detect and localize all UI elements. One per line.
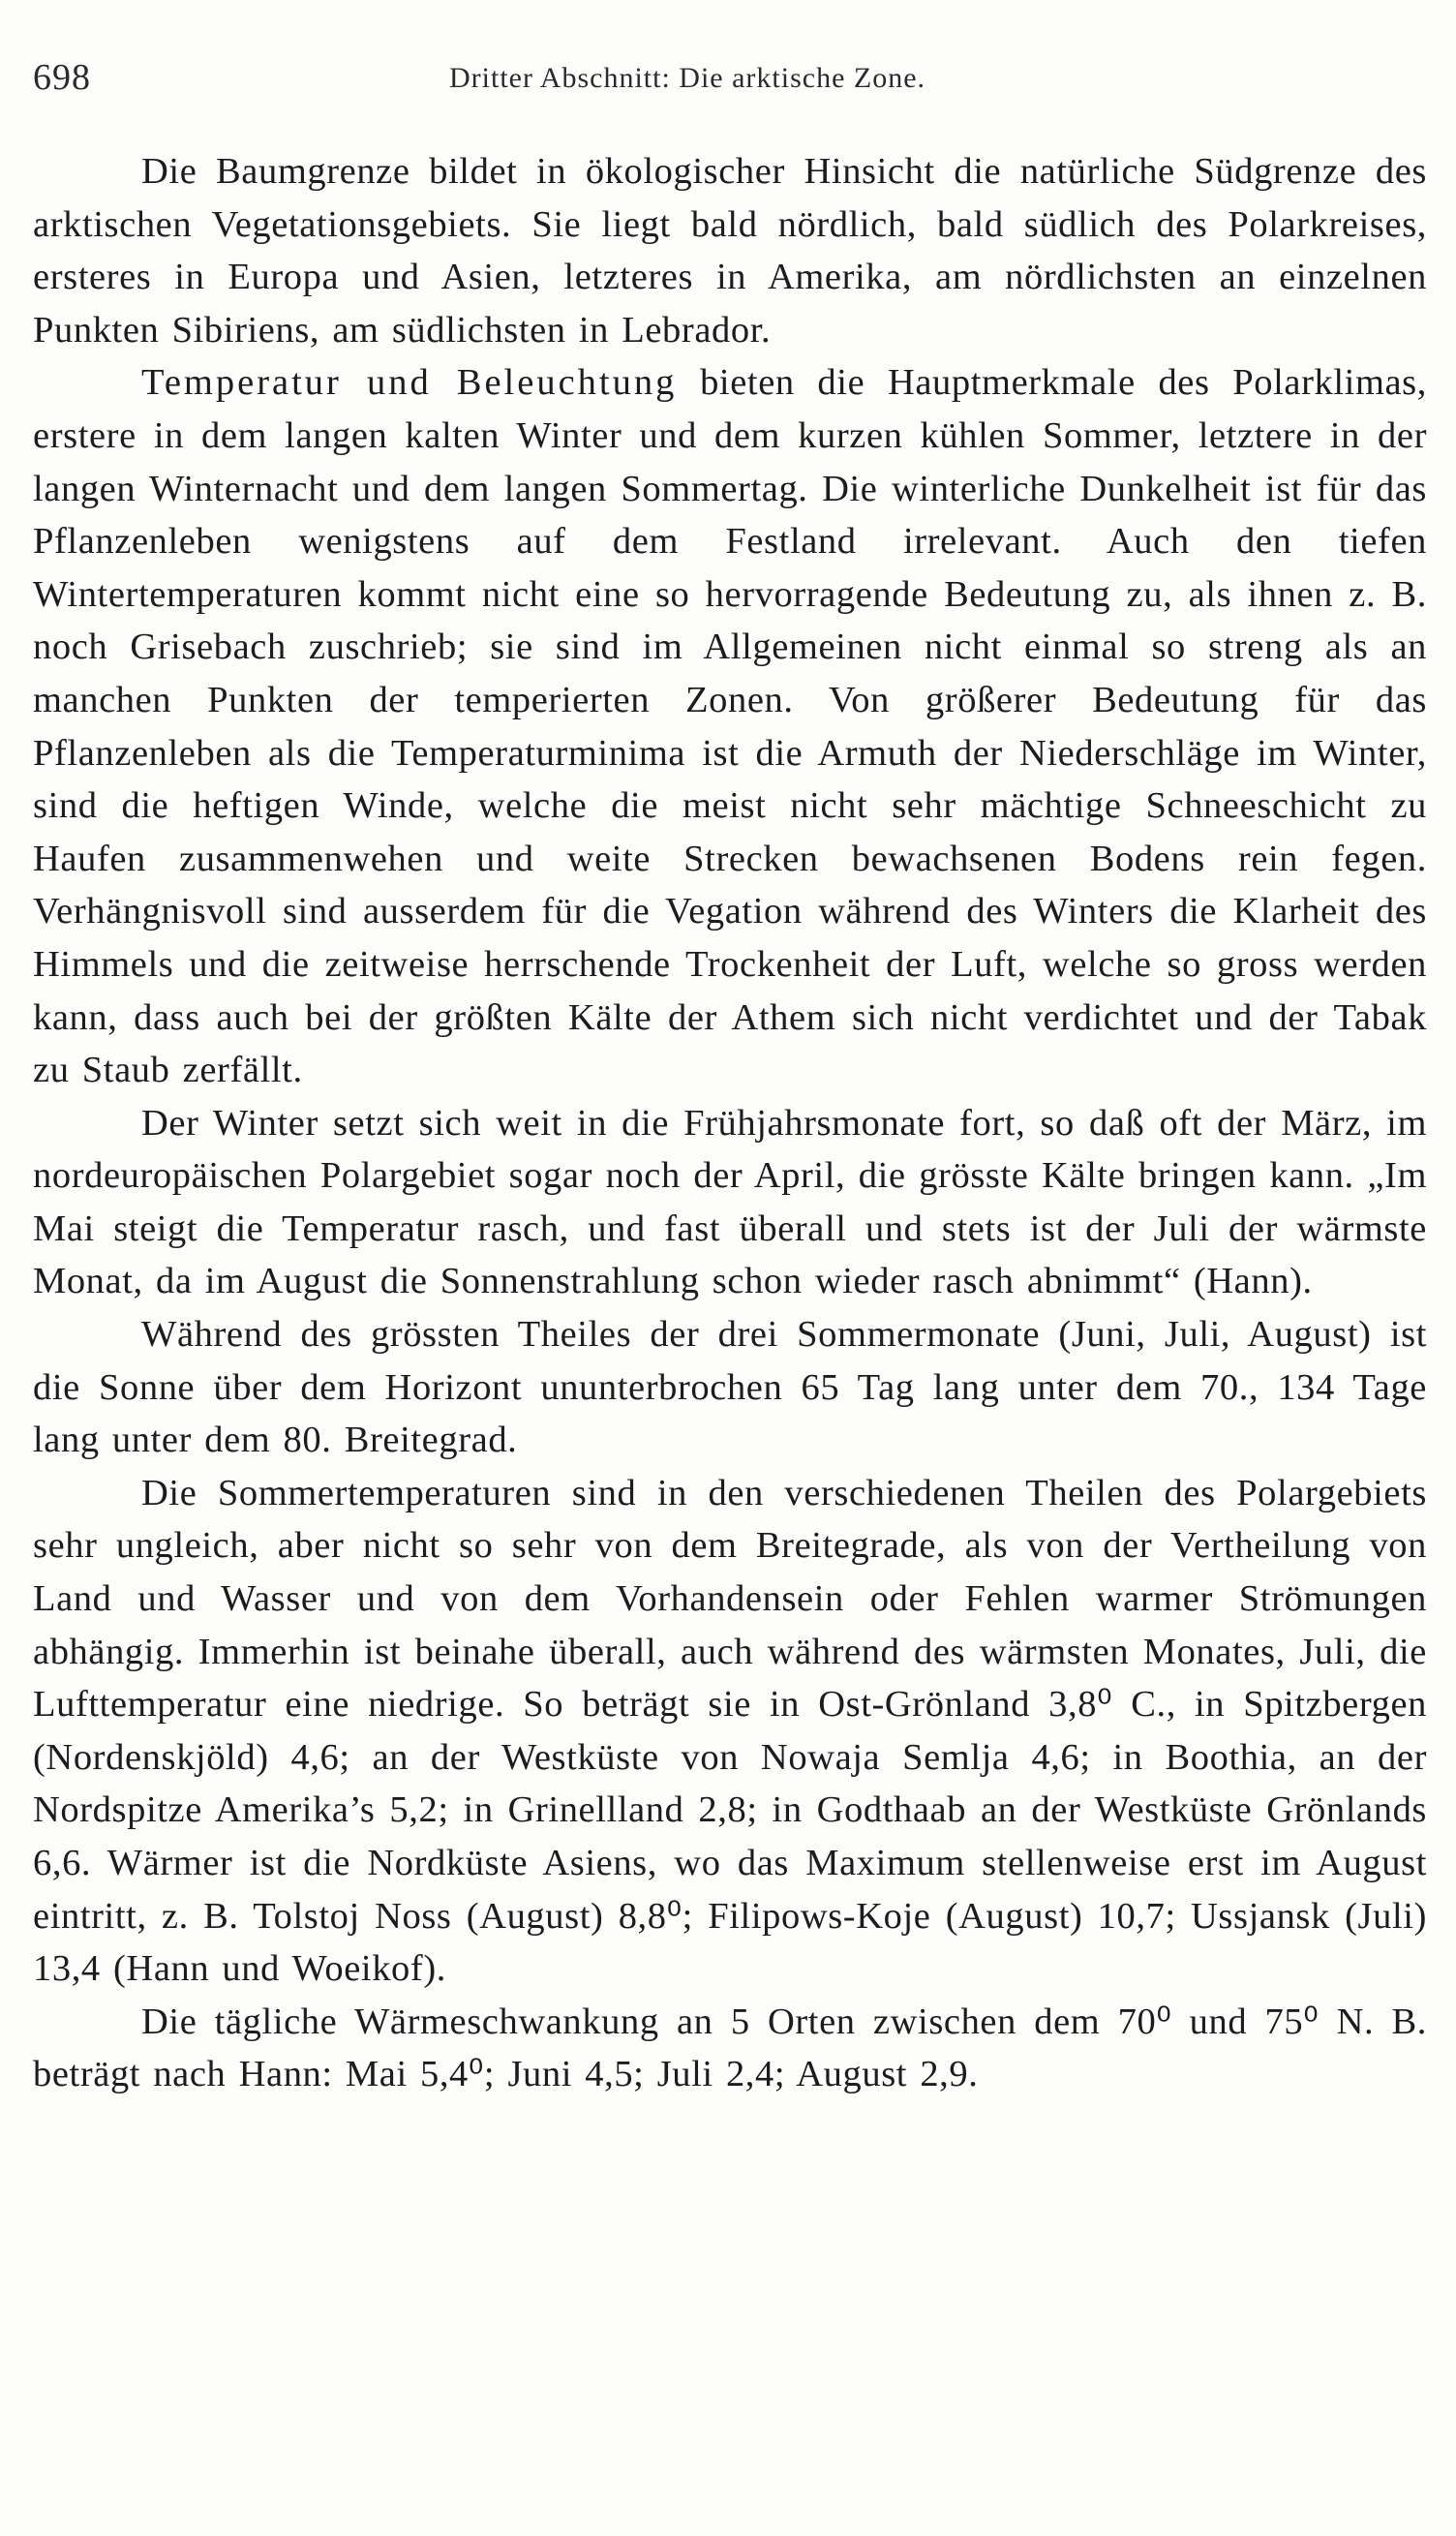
paragraph-daily-range <box>33 1996 1427 2101</box>
paragraph-summer-temperatures <box>33 1467 1427 1996</box>
paragraph-text: Die Baumgrenze bildet in ökologischer Hinsicht die natürliche Südgrenze des arktischen Vegetationsgebiets. Sie liegt bald nördlich, bald südlich des Polarkreises, ersteres in Europa und Asien, letzteres in Amerika, am nördlichsten an einzelnen Punkten Sibiriens, am südlichsten in Lebrador. <box>33 151 1427 351</box>
paragraph-winter-spring <box>33 1097 1427 1308</box>
body-text <box>33 145 1427 2101</box>
paragraph-text: Während des grössten Theiles der drei Sommermonate (Juni, Juli, August) ist die Sonne über dem Horizont ununterbrochen 65 Tag lang unter dem 70., 134 Tage lang unter dem 80. Breitegrad. <box>33 1314 1427 1461</box>
paragraph-text: Die Sommertemperaturen sind in den verschiedenen Theilen des Polargebiets sehr ungleich, aber nicht so sehr von dem Breitegrade, als von der Vertheilung von Land und Wasser und von dem Vorhandensein oder Fehlen warmer Strömungen abhängig. Immerhin ist beinahe überall, auch während des wärmsten Monates, Juli, die Lufttemperatur eine niedrige. So beträgt sie in Ost-Grönland 3,8⁰ C., in Spitzbergen (Nordenskjöld) 4,6; an der Westküste von Nowaja Semlja 4,6; in Boothia, an der Nordspitze Amerika’s 5,2; in Grinellland 2,8; in Godthaab an der Westküste Grönlands 6,6. Wärmer ist die Nordküste Asiens, wo das Maximum stellenweise erst im August eintritt, z. B. Tolstoj Noss (August) 8,8⁰; Filipows-Koje (August) 10,7; Ussjansk (Juli) 13,4 (Hann und Woeikof). <box>33 1472 1427 1990</box>
running-title: Dritter Abschnitt: Die arktische Zone. <box>449 62 926 94</box>
paragraph-text: bieten die Hauptmerkmale des Polarklimas, erstere in dem langen kalten Winter und dem kurzen kühlen Sommer, letztere in der langen Winternacht und dem langen Sommertag. Die winterliche Dunkelheit ist für das Pflanzenleben wenigstens auf dem Festland irrelevant. Auch den tiefen Wintertemperaturen kommt nicht eine so hervorragende Bedeutung zu, als ihnen z. B. noch Grisebach zuschrieb; sie sind im Allgemeinen nicht einmal so streng als an manchen Punkten der temperierten Zonen. Von größerer Bedeutung für das Pflanzenleben als die Temperaturminima ist die Armuth der Niederschläge im Winter, sind die heftigen Winde, welche die meist nicht sehr mächtige Schneeschicht zu Haufen zusammenwehen und weite Strecken bewachsenen Bodens rein fegen. Verhängnisvoll sind ausserdem für die Vegation während des Winters die Klarheit des Himmels und die zeitweise herrschende Trockenheit der Luft, welche so gross werden kann, dass auch bei der größten Kälte der Athem sich nicht verdichtet und der Tabak zu Staub zerfällt. <box>33 362 1427 1091</box>
page-number: 698 <box>33 57 91 98</box>
paragraph-text: Die tägliche Wärmeschwankung an 5 Orten zwischen dem 70⁰ und 75⁰ N. B. beträgt nach Hann: Mai 5,4⁰; Juni 4,5; Juli 2,4; August 2,9. <box>33 2001 1427 2095</box>
spaced-heading: Temperatur und Beleuchtung <box>141 362 678 404</box>
paragraph-tree-line <box>33 145 1427 356</box>
running-head <box>33 56 1427 105</box>
paragraph-summer-sun <box>33 1308 1427 1467</box>
paragraph-temperature-light <box>33 356 1427 1096</box>
paragraph-text: Der Winter setzt sich weit in die Frühjahrsmonate fort, so daß oft der März, im nordeuropäischen Polargebiet sogar noch der April, die grösste Kälte bringen kann. „Im Mai steigt die Temperatur rasch, und fast überall und stets ist der Juli der wärmste Monat, da im August die Sonnenstrahlung schon wieder rasch abnimmt“ (Hann). <box>33 1102 1427 1302</box>
